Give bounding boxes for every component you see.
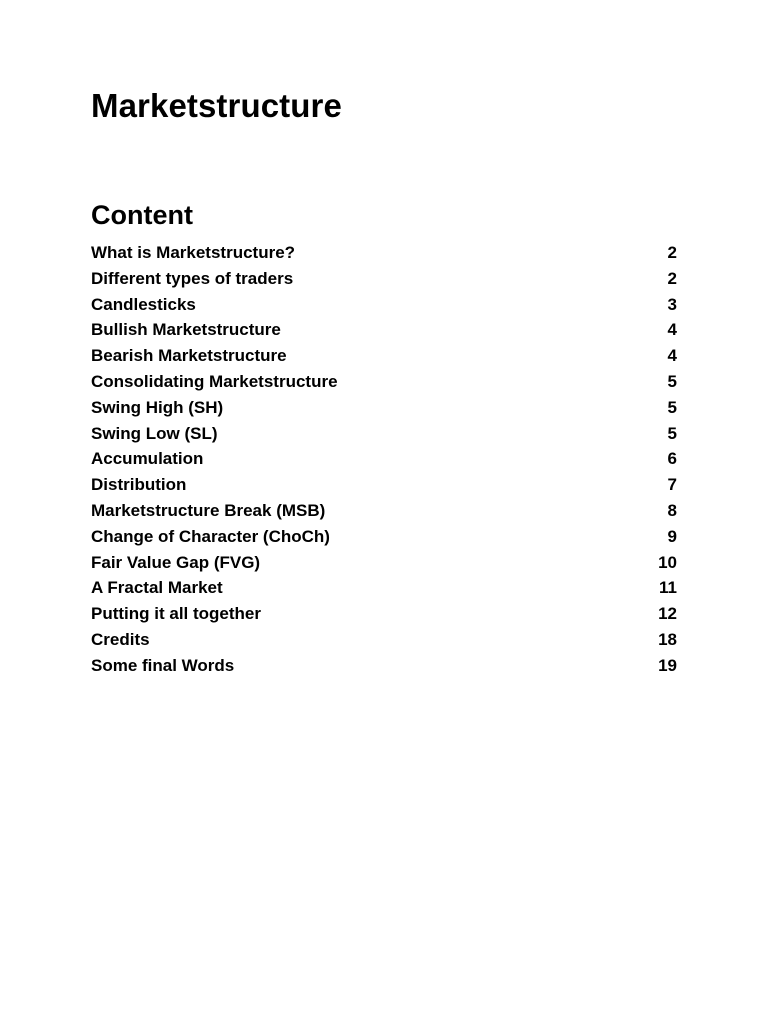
toc-entry[interactable]	[91, 421, 677, 447]
toc-entry-page: 4	[667, 346, 677, 366]
toc-entry[interactable]	[91, 550, 677, 576]
toc-entry-label: Credits	[91, 629, 150, 649]
toc-entry-page: 6	[667, 449, 677, 469]
toc-entry[interactable]	[91, 395, 677, 421]
toc-entry[interactable]	[91, 498, 677, 524]
toc-entry[interactable]	[91, 317, 677, 343]
toc-entry-label: Accumulation	[91, 449, 204, 469]
toc-entry-label: Putting it all together	[91, 604, 261, 624]
toc-entry[interactable]	[91, 292, 677, 318]
toc-entry-label: Fair Value Gap (FVG)	[91, 552, 261, 572]
toc-entry[interactable]	[91, 266, 677, 292]
toc-entry-label: Marketstructure Break (MSB)	[91, 500, 326, 520]
toc-entry[interactable]	[91, 575, 677, 601]
toc-entry-label: Swing Low (SL)	[91, 423, 218, 443]
toc-entry[interactable]	[91, 343, 677, 369]
toc-entry-label: Some final Words	[91, 655, 235, 675]
toc-entry-label: Change of Character (ChoCh)	[91, 526, 330, 546]
toc-entry[interactable]	[91, 627, 677, 653]
toc-entry-label: Swing High (SH)	[91, 397, 224, 417]
toc-entry-page: 5	[667, 371, 677, 391]
toc-entry-page: 18	[658, 629, 677, 649]
toc-entry-page: 5	[667, 397, 677, 417]
toc-entry-page: 7	[667, 475, 677, 495]
toc-entry-label: Bearish Marketstructure	[91, 346, 287, 366]
toc-entry-label: What is Marketstructure?	[91, 243, 296, 262]
toc-entry-label: Consolidating Marketstructure	[91, 371, 338, 391]
toc-entry-label: Bullish Marketstructure	[91, 320, 281, 340]
toc-entry-page: 9	[667, 526, 677, 546]
toc-entry-label: A Fractal Market	[91, 578, 223, 598]
toc-entry[interactable]	[91, 369, 677, 395]
table-of-contents	[91, 240, 677, 679]
toc-entry-page: 2	[667, 243, 677, 262]
toc-entry-page: 19	[658, 655, 677, 675]
toc-entry-page: 4	[667, 320, 677, 340]
toc-entry[interactable]	[91, 446, 677, 472]
document-title: Marketstructure	[91, 87, 342, 124]
toc-entry[interactable]	[91, 240, 677, 266]
toc-entry-page: 10	[658, 552, 677, 572]
toc-entry-page: 8	[667, 500, 677, 520]
toc-entry-label: Different types of traders	[91, 268, 294, 288]
toc-heading: Content	[91, 200, 193, 230]
toc-entry[interactable]	[91, 653, 677, 679]
toc-entry[interactable]	[91, 601, 677, 627]
toc-entry[interactable]	[91, 472, 677, 498]
toc-entry[interactable]	[91, 524, 677, 550]
toc-entry-page: 3	[667, 294, 677, 314]
toc-entry-page: 12	[658, 604, 677, 624]
toc-entry-label: Distribution	[91, 475, 187, 495]
toc-entry-page: 11	[659, 578, 677, 598]
toc-entry-page: 5	[667, 423, 677, 443]
toc-entry-page: 2	[667, 268, 677, 288]
toc-entry-label: Candlesticks	[91, 294, 196, 314]
